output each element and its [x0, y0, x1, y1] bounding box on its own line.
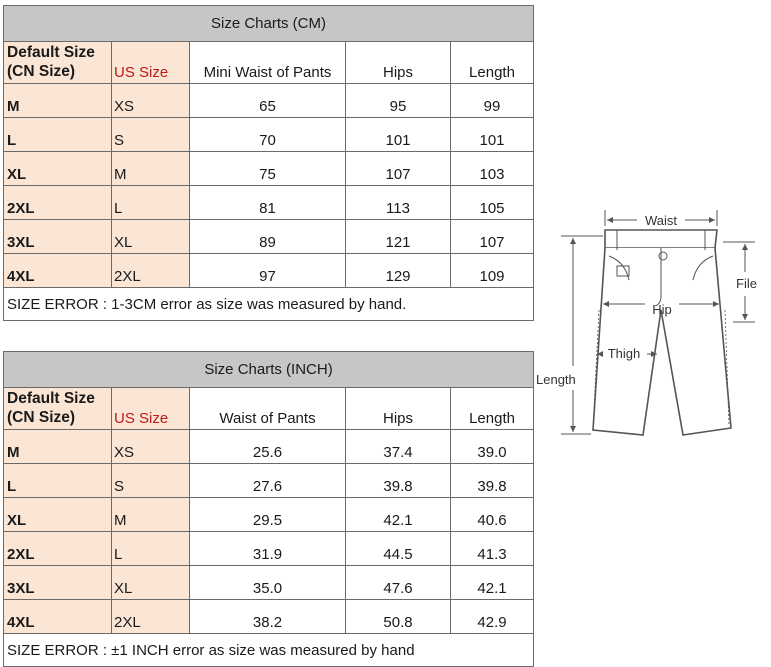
thigh-label: Thigh — [607, 346, 641, 361]
cm-length-value-cell: 101 — [451, 118, 534, 152]
inch-table-row — [4, 430, 534, 464]
cm-table-row — [4, 254, 534, 288]
cm-us-size-cell: S — [112, 118, 190, 152]
cm-waist-value-cell: 65 — [190, 84, 346, 118]
waist-label: Waist — [644, 213, 678, 228]
cm-cn-size-cell: 2XL — [4, 186, 112, 220]
cm-waist-value-cell: 81 — [190, 186, 346, 220]
inch-header-row — [4, 388, 534, 430]
cm-length-value-cell: 107 — [451, 220, 534, 254]
cm-table-row — [4, 186, 534, 220]
cm-hips-value-cell: 129 — [346, 254, 451, 288]
cm-cn-size-cell: 4XL — [4, 254, 112, 288]
cm-hips-value-cell: 95 — [346, 84, 451, 118]
inch-length-value-cell: 42.1 — [451, 566, 534, 600]
cm-header-row — [4, 42, 534, 84]
inch-header-default-size — [4, 388, 112, 430]
inch-length-value-cell: 39.0 — [451, 430, 534, 464]
inch-waist-value-cell: 35.0 — [190, 566, 346, 600]
inch-hips-value-cell: 50.8 — [346, 600, 451, 634]
inch-table-row — [4, 464, 534, 498]
inch-length-value-cell: 41.3 — [451, 532, 534, 566]
inch-table-row — [4, 600, 534, 634]
cm-cn-size-cell: 3XL — [4, 220, 112, 254]
inch-cn-size-cell: 2XL — [4, 532, 112, 566]
cm-header-us-size: US Size — [112, 42, 190, 84]
cm-waist-value-cell: 70 — [190, 118, 346, 152]
inch-table-title: Size Charts (INCH) — [4, 352, 534, 388]
cm-waist-value-cell: 89 — [190, 220, 346, 254]
file-label: File — [736, 276, 757, 291]
length-label: Length — [536, 372, 576, 387]
inch-us-size-cell: XS — [112, 430, 190, 464]
inch-waist-value-cell: 31.9 — [190, 532, 346, 566]
cm-cn-size-cell: M — [4, 84, 112, 118]
inch-hips-value-cell: 47.6 — [346, 566, 451, 600]
inch-waist-value-cell: 29.5 — [190, 498, 346, 532]
inch-size-error-note: SIZE ERROR : ±1 INCH error as size was measured by hand — [4, 634, 534, 667]
cm-us-size-cell: XS — [112, 84, 190, 118]
inch-cn-size-cell: 3XL — [4, 566, 112, 600]
cm-waist-value-cell: 75 — [190, 152, 346, 186]
cm-length-value-cell: 105 — [451, 186, 534, 220]
inch-table-row — [4, 566, 534, 600]
inch-us-size-cell: XL — [112, 566, 190, 600]
inch-hips-value-cell: 37.4 — [346, 430, 451, 464]
cm-us-size-cell: M — [112, 152, 190, 186]
inch-table-row — [4, 532, 534, 566]
cm-us-size-cell: 2XL — [112, 254, 190, 288]
cm-table-title: Size Charts (CM) — [4, 6, 534, 42]
cm-waist-value-cell: 97 — [190, 254, 346, 288]
inch-size-table — [3, 351, 534, 667]
cm-us-size-cell: XL — [112, 220, 190, 254]
cm-header-waist: Mini Waist of Pants — [190, 42, 346, 84]
cm-table-row — [4, 118, 534, 152]
cm-hips-value-cell: 107 — [346, 152, 451, 186]
cm-header-default-size-line2: (CN Size) — [7, 62, 76, 80]
cm-header-default-size-line1: Default Size — [7, 43, 95, 61]
cm-header-default-size — [4, 42, 112, 84]
inch-us-size-cell: S — [112, 464, 190, 498]
inch-us-size-cell: L — [112, 532, 190, 566]
cm-us-size-cell: L — [112, 186, 190, 220]
cm-hips-value-cell: 121 — [346, 220, 451, 254]
inch-header-us-size: US Size — [112, 388, 190, 430]
inch-header-default-size-line2: (CN Size) — [7, 408, 76, 426]
pants-measurement-diagram — [533, 200, 768, 440]
cm-length-value-cell: 109 — [451, 254, 534, 288]
inch-table-body — [4, 430, 534, 634]
pants-outline-icon — [593, 230, 731, 435]
inch-header-length: Length — [451, 388, 534, 430]
cm-header-hips: Hips — [346, 42, 451, 84]
cm-hips-value-cell: 113 — [346, 186, 451, 220]
inch-hips-value-cell: 39.8 — [346, 464, 451, 498]
cm-size-table — [3, 5, 534, 321]
inch-cn-size-cell: 4XL — [4, 600, 112, 634]
inch-header-default-size-line1: Default Size — [7, 389, 95, 407]
inch-header-waist: Waist of Pants — [190, 388, 346, 430]
inch-cn-size-cell: XL — [4, 498, 112, 532]
cm-table-body — [4, 84, 534, 288]
inch-header-hips: Hips — [346, 388, 451, 430]
cm-table-row — [4, 84, 534, 118]
inch-cn-size-cell: L — [4, 464, 112, 498]
inch-length-value-cell: 39.8 — [451, 464, 534, 498]
hip-label: Hip — [652, 302, 672, 317]
cm-length-value-cell: 99 — [451, 84, 534, 118]
inch-hips-value-cell: 44.5 — [346, 532, 451, 566]
cm-cn-size-cell: L — [4, 118, 112, 152]
cm-cn-size-cell: XL — [4, 152, 112, 186]
cm-table-row — [4, 220, 534, 254]
cm-hips-value-cell: 101 — [346, 118, 451, 152]
cm-size-error-note: SIZE ERROR : 1-3CM error as size was measured by hand. — [4, 288, 534, 321]
cm-length-value-cell: 103 — [451, 152, 534, 186]
cm-header-length: Length — [451, 42, 534, 84]
inch-length-value-cell: 40.6 — [451, 498, 534, 532]
cm-table-row — [4, 152, 534, 186]
inch-hips-value-cell: 42.1 — [346, 498, 451, 532]
inch-length-value-cell: 42.9 — [451, 600, 534, 634]
inch-waist-value-cell: 38.2 — [190, 600, 346, 634]
inch-us-size-cell: M — [112, 498, 190, 532]
inch-table-row — [4, 498, 534, 532]
inch-waist-value-cell: 27.6 — [190, 464, 346, 498]
inch-waist-value-cell: 25.6 — [190, 430, 346, 464]
inch-us-size-cell: 2XL — [112, 600, 190, 634]
inch-cn-size-cell: M — [4, 430, 112, 464]
